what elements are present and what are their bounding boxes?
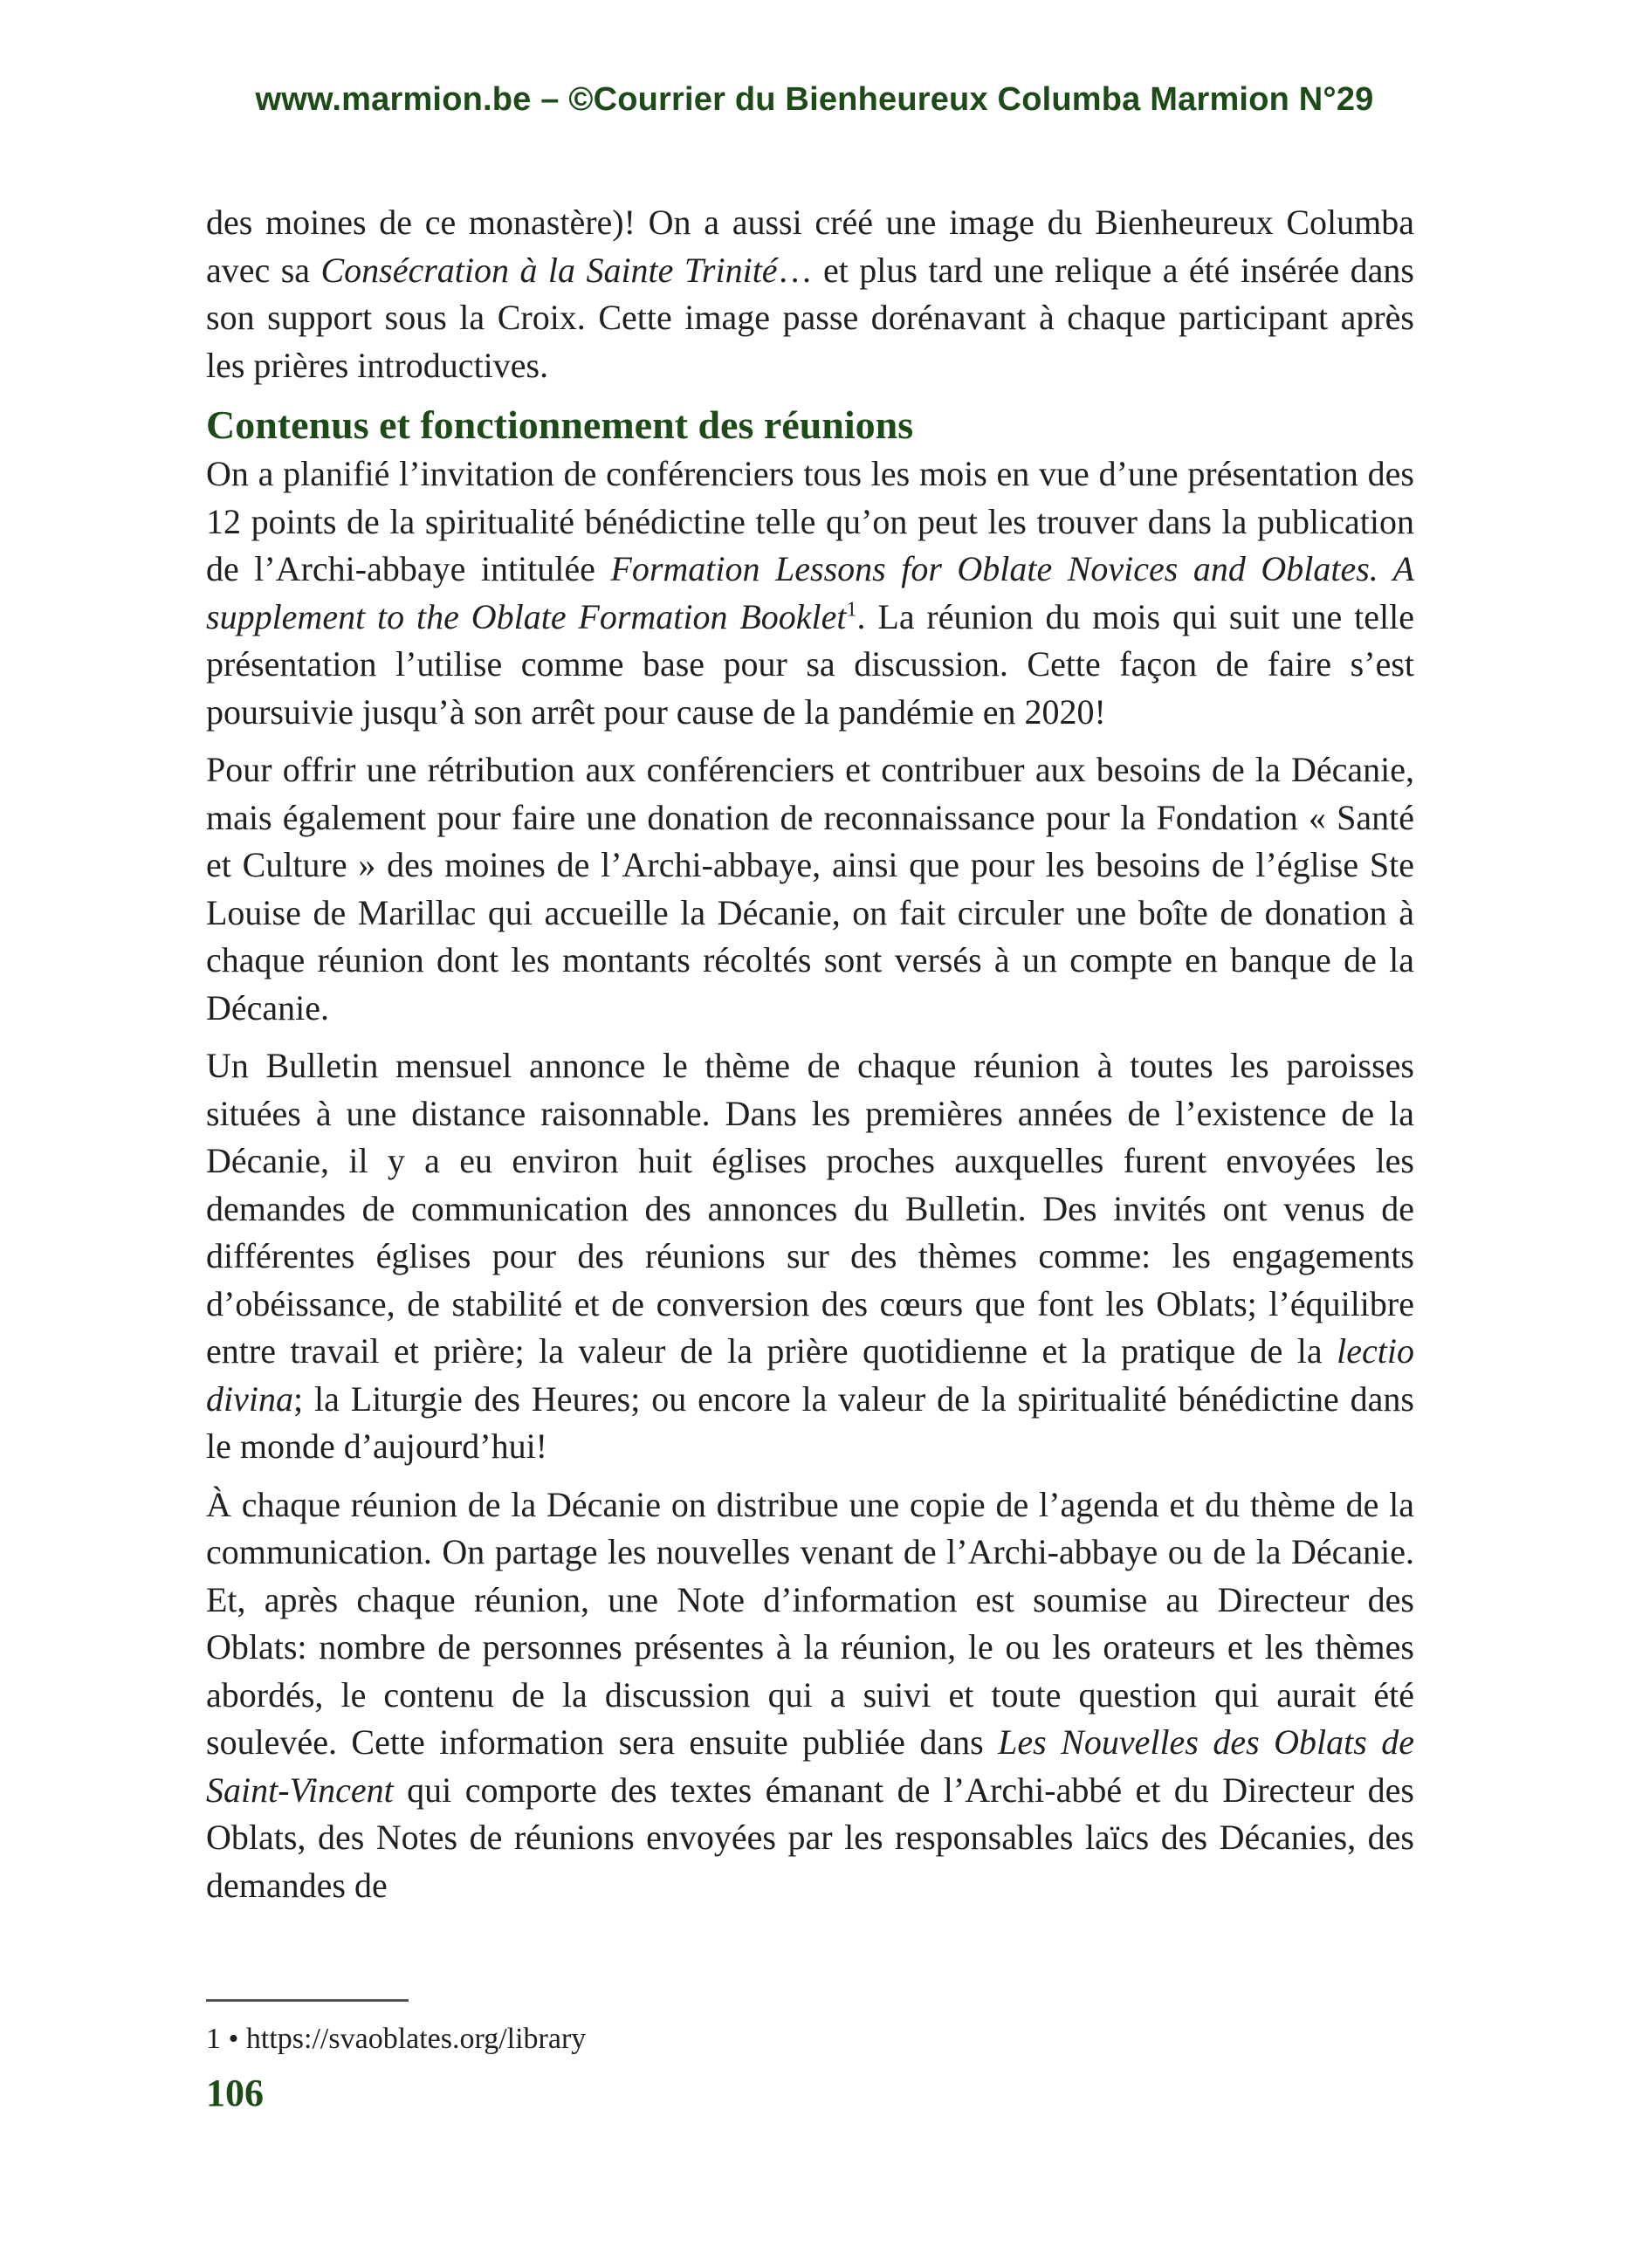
paragraph-conferences: [206, 450, 1414, 736]
text-run: À chaque réunion de la Décanie on distribue une copie de l’agenda et du thème de la communication. On partage les nouvelles venant de l’Archi-abbaye ou de la Décanie. Et, après chaque réunion, une Note d’information est soumise au Directeur des Oblats: nombre de personnes présentes à la réunion, le ou les orateurs et les thèmes abordés, le contenu de la discussion qui a suivi et toute question qui aurait été soulevée. Cette information sera ensuite publiée dans: [206, 1484, 1414, 1762]
text-run: … et plus tard une relique a été insérée dans son support sous la Croix. Cette image passe dorénavant à chaque participant après les prières introductives.: [206, 250, 1414, 385]
paragraph-bulletin: [206, 1042, 1414, 1471]
text-run: .: [1369, 549, 1393, 588]
italic-title: Consécration à la Sainte Trinité: [320, 250, 778, 290]
footnote-reference[interactable]: 1: [846, 598, 857, 622]
paragraph-intro: [206, 199, 1414, 389]
footnote: 1 • https://svaoblates.org/library: [206, 2023, 587, 2055]
text-run: . La réunion du mois qui suit une telle présentation l’utilise comme base pour sa discussion. Cette façon de faire s’est poursuivie jusqu’à son arrêt pour cause de la pandémie en 2020!: [206, 596, 1414, 732]
text-run: Un Bulletin mensuel annonce le thème de chaque réunion à toutes les paroisses situées à une distance raisonnable. Dans les premières années de l’existence de la Décanie, il y a eu environ huit églises proches auxquelles furent envoyées les demandes de communication des annonces du Bulletin. Des invités ont venus de différentes églises pour des réunions sur des thèmes comme: les engagements d’obéissance, de stabilité et de conversion des cœurs que font les Oblats; l’équilibre entre travail et prière; la valeur de la prière quotidienne et la pratique de la: [206, 1046, 1414, 1371]
page-number: 106: [206, 2072, 264, 2114]
text-run: des moines de ce monastère)! On a aussi créé une image du Bienheureux Columba avec sa: [206, 203, 1414, 290]
text-run: qui comporte des textes émanant de l’Archi-abbé et du Directeur des Oblats, des Notes de réunions envoyées par les responsables laïcs des Décanies, des demandes de: [206, 1770, 1414, 1905]
italic-title: A supplement to the Oblate Formation Booklet: [206, 549, 1415, 636]
text-run: On a planifié l’invitation de conférenciers tous les mois en vue d’une présentation des 12 points de la spiritualité bénédictine telle qu’on peut les trouver dans la publication de l’Archi-abbaye intitulée: [206, 454, 1414, 588]
running-header: www.marmion.be – ©Courrier du Bienheureux Columba Marmion N°29: [255, 81, 1374, 118]
italic-term: lectio divina: [206, 1331, 1414, 1419]
paragraph-donations: Pour offrir une rétribution aux conférenciers et contribuer aux besoins de la Décanie, mais également pour faire une donation de reconnaissance pour la Fondation « Santé et Culture » des moines de l’Archi-abbaye, ainsi que pour les besoins de l’église Ste Louise de Marillac qui accueille la Décanie, on fait circuler une boîte de donation à chaque réunion dont les montants récoltés sont versés à un compte en banque de la Décanie.: [206, 750, 1414, 1027]
section-heading: Contenus et fonctionnement des réunions: [206, 402, 914, 447]
footnote-divider: [206, 1999, 409, 2002]
main-text: [206, 199, 1414, 1920]
italic-title: Les Nouvelles des Oblats de Saint-Vincent: [206, 1722, 1414, 1810]
italic-title: Formation Lessons for Oblate Novices and Oblates: [610, 549, 1370, 588]
paragraph-meetings: [206, 1481, 1414, 1910]
text-run: ; la Liturgie des Heures; ou encore la valeur de la spiritualité bénédictine dans le monde d’aujourd’hui!: [206, 1378, 1414, 1466]
